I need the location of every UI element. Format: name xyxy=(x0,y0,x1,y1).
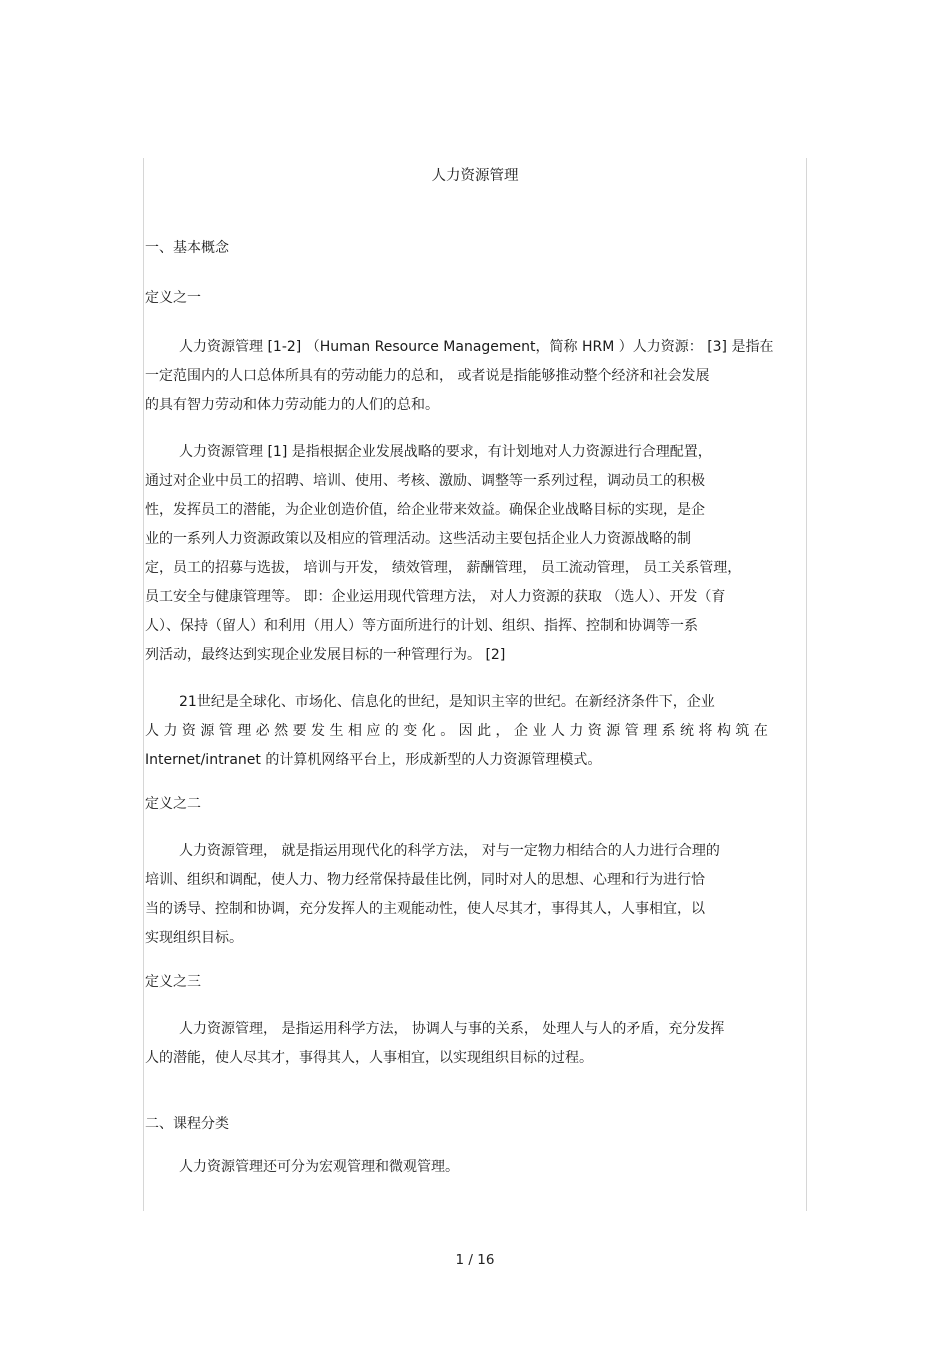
definition-label-1: 定义之一 xyxy=(145,290,201,306)
section-heading-basic-concepts: 一、基本概念 xyxy=(145,240,229,256)
paragraph-line: 人）、保持（留人）和利用（用人）等方面所进行的计划、组织、指挥、控制和协调等一系 xyxy=(145,618,698,634)
paragraph-line: 性，发挥员工的潜能，为企业创造价值，给企业带来效益。确保企业战略目标的实现，是企 xyxy=(145,502,705,518)
definition-label-3: 定义之三 xyxy=(145,974,201,990)
page-frame-left xyxy=(143,158,144,1211)
definition-label-2: 定义之二 xyxy=(145,796,201,812)
paragraph-line: 人力资源管理 [1-2] （Human Resource Management，简称 HRM ）人力资源： [3] 是指在 xyxy=(179,339,774,355)
paragraph-line: 人力资源管理， 是指运用科学方法， 协调人与事的关系， 处理人与人的矛盾，充分发挥 xyxy=(179,1021,725,1037)
paragraph-line: 通过对企业中员工的招聘、培训、使用、考核、激励、调整等一系列过程，调动员工的积极 xyxy=(145,473,705,489)
paragraph-line: 业的一系列人力资源政策以及相应的管理活动。这些活动主要包括企业人力资源战略的制 xyxy=(145,531,691,547)
paragraph-line: Internet/intranet 的计算机网络平台上，形成新型的人力资源管理模式。 xyxy=(145,752,602,768)
paragraph-line: 人力资源管理还可分为宏观管理和微观管理。 xyxy=(179,1159,459,1175)
definition-3-paragraph xyxy=(145,1015,805,1073)
paragraph-line: 实现组织目标。 xyxy=(145,930,243,946)
paragraph-line: 一定范围内的人口总体所具有的劳动能力的总和， 或者说是指能够推动整个经济和社会发展 xyxy=(145,368,710,384)
paragraph-line: 员工安全与健康管理等。 即：企业运用现代管理方法， 对人力资源的获取 （选人）、开发（育 xyxy=(145,589,726,605)
page-number: 1 / 16 xyxy=(455,1252,495,1268)
paragraph-line: 当的诱导、控制和协调，充分发挥人的主观能动性，使人尽其才，事得其人，人事相宜，以 xyxy=(145,901,705,917)
paragraph-line: 21世纪是全球化、市场化、信息化的世纪，是知识主宰的世纪。在新经济条件下，企业 xyxy=(179,694,715,710)
section-heading-course-categories: 二、课程分类 xyxy=(145,1116,229,1132)
paragraph-line: 人 力 资 源 管 理 必 然 要 发 生 相 应 的 变 化 。 因 此 ， 企 业 人 力 资 源 管 理 系 统 将 构 筑 在 xyxy=(145,723,768,739)
paragraph-line: 定，员工的招募与选拔， 培训与开发， 绩效管理， 薪酬管理， 员工流动管理， 员工关系管理， xyxy=(145,560,742,576)
course-categories-paragraph xyxy=(145,1153,805,1182)
paragraph-line: 人的潜能，使人尽其才，事得其人，人事相宜，以实现组织目标的过程。 xyxy=(145,1050,593,1066)
paragraph-line: 的具有智力劳动和体力劳动能力的人们的总和。 xyxy=(145,397,439,413)
definition-2-paragraph xyxy=(145,837,805,953)
page-frame-right xyxy=(806,158,807,1211)
definition-1-paragraph-1 xyxy=(145,333,805,420)
paragraph-line: 列活动，最终达到实现企业发展目标的一种管理行为。 [2] xyxy=(145,647,506,663)
definition-1-paragraph-2 xyxy=(145,438,805,670)
document-title: 人力资源管理 xyxy=(431,168,519,184)
document-body xyxy=(145,158,805,1182)
definition-1-paragraph-3 xyxy=(145,688,805,775)
paragraph-line: 人力资源管理， 就是指运用现代化的科学方法， 对与一定物力相结合的人力进行合理的 xyxy=(179,843,720,859)
paragraph-line: 培训、组织和调配，使人力、物力经常保持最佳比例，同时对人的思想、心理和行为进行恰 xyxy=(145,872,705,888)
paragraph-line: 人力资源管理 [1] 是指根据企业发展战略的要求，有计划地对人力资源进行合理配置， xyxy=(179,444,712,460)
